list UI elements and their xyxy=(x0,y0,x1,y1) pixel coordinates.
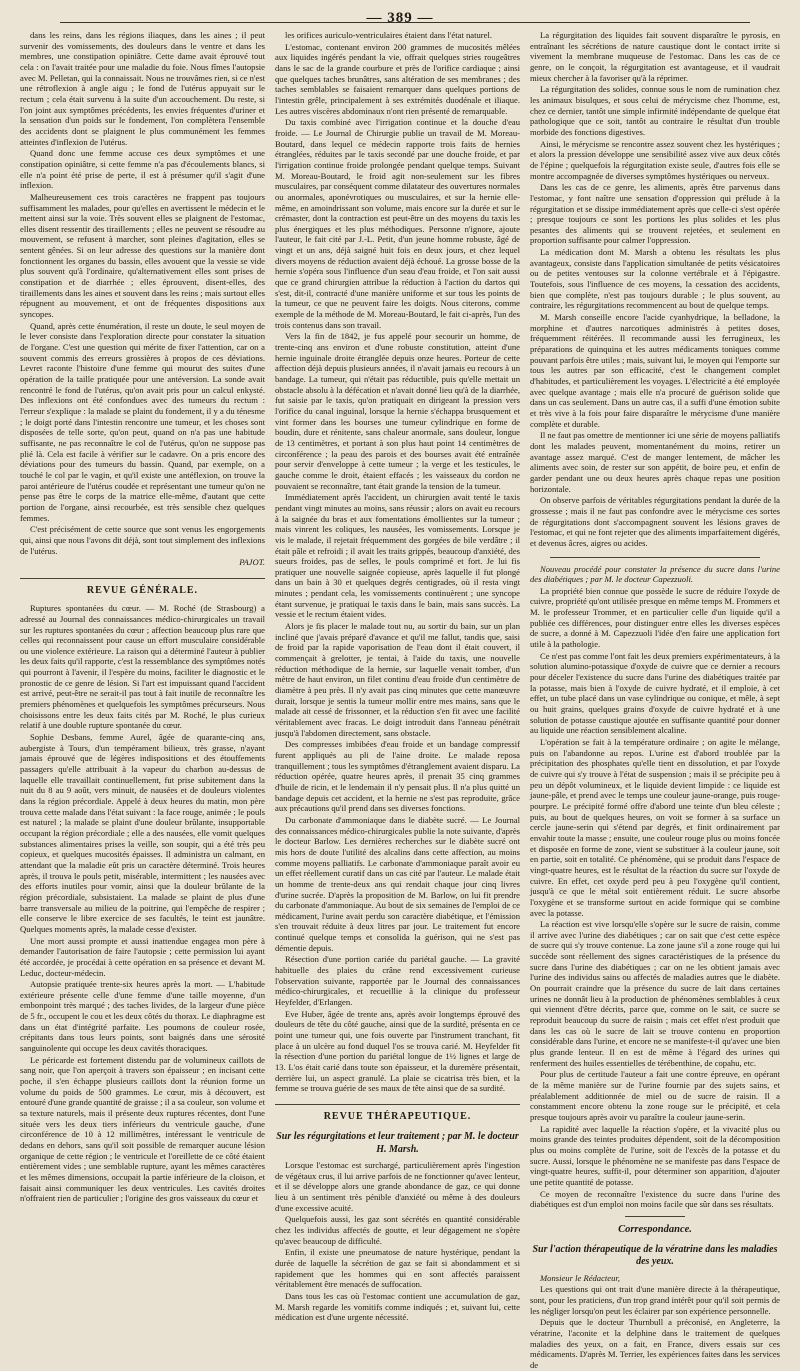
divider xyxy=(625,1216,685,1217)
section-heading-revue-generale: REVUE GÉNÉRALE. xyxy=(20,578,265,597)
paragraph: Ce n'est pas comme l'ont fait les deux premiers expérimentateurs, à la solution alumino-potassique d'oxyde de cuivre que ce dernier a recours pour déceler l'existence du sucre dans l'urine des diabétiques traitée par la potasse, mais bien à l'oxyde de cuivre hydraté, et il emploie, à cet effet, un tube placé dans un vase cylindrique ou conique, et mêle, à sept ou huit grains, quelques grains d'oxyde de cuivre hydraté et à une solution de potasse caustique ajoutée en suffisante quantité pour donner au liquide une réaction sensiblement alcaline. xyxy=(530,650,780,736)
paragraph: C'est précisément de cette source que sont venus les engorgements qui, ainsi que nous l'avons dit déjà, sont tout simplement des inflexions de l'utérus. xyxy=(20,524,265,556)
paragraph: Autopsie pratiquée trente-six heures après la mort. — L'habitude extérieure présente celle d'une femme d'une taille moyenne, d'un embonpoint très marqué ; des taches livides, de la largeur d'une pièce de 5 fr., occupent le cou et les deux côtés du thorax. Le diaphragme est dans un état d'intégrité parfaite. Les poumons de couleur rosée, crépitants dans tous leurs points, sont baignés dans une sérosité sanguinolente qui occupe les deux cavités thoraciques. xyxy=(20,979,265,1054)
paragraph: Sophie Desbans, femme Aurel, âgée de quarante-cinq ans, aubergiste à Tours, d'un tempérament bilieux, très grasse, n'ayant jamais éprouvé que de légères indispositions et des étouffements passagers qu'elle attribuait à la vapeur du charbon au-dessus de laquelle elle travaillait continuellement, fut prise subitement dans la nuit du 8 au 9 août, vers minuit, de nausées et de douleurs violentes dans la région précordiale. Appelé à deux heures du matin, mon père trouva cette malade dans l'état suivant : la face rouge, animée ; le pouls est naturel ; la malade se plaint d'une douleur brûlante, insupportable occupant la région précordiale ; elle a des nausées, elle vomit quelques substances alimentaires prises la veille, son soupir, qui a été très peu copieux, et quelques mucosités épaisses. Il administra un calmant, en attendant que la maladie eût pris un caractère déterminé. Trois heures après, il trouva le pouls petit, misérable, intermittent ; les nausées avec des efforts inutiles pour vomir, ainsi que la douleur brûlante de la région précordiale, subsistaient. La malade se plaint de plus d'une barre transversale au milieu de la poitrine, qui l'empêche de respirer ; elle conserve le libre exercice de ses facultés, le teint est jaunâtre. Quelques moments après, la malade cesse d'exister. xyxy=(20,732,265,934)
paragraph: Le péricarde est fortement distendu par de volumineux caillots de sang noir, que l'on aperçoit à travers son épaisseur ; en incisant cette poche, il s'en échappe plusieurs caillots dont la réunion forme un volume du poids de 500 grammes. Le cœur, mis à découvert, est entouré d'une grande quantité de graisse ; il a sa couleur, son volume et sa texture naturels, mais il présente deux ruptures récentes, dont l'une située vers les deux tiers inférieurs du ventricule gauche, d'une circonférence de 10 à 12 millimètres, intéressant le ventricule de dedans en dehors, sans qu'il soit possible de remarquer aucune lésion organique de cette région ; le ventricule et l'oreillette de ce côté étaient entièrement vides ; une semblable rupture, ayant les mêmes caractères et les mêmes dimensions, occupait la partie inférieure de la cloison, et faisait ainsi communiquer les deux ventricules. Les cavités droites n'offraient rien de particulier ; l'origine des gros vaisseaux du cœur et xyxy=(20,1054,265,1204)
paragraph: M. Marsh conseille encore l'acide cyanhydrique, la belladone, la morphine et d'autres narcotiques administrés à petites doses, fréquemment réitérées. Il recommande aussi les ferrugineux, les préparations de quinquina et les autres médicaments toniques comme pouvant parfois être utiles ; mais, suivant lui, le moyen qui l'emporte sur tous les autres par son efficacité, c'est le changement complet d'habitudes, et particulièrement les voyages. L'électricité a été employée avec quelque avantage ; mais elle n'a procuré de guérison solide que dans un cas seulement. Dans un autre cas, il a suffi d'une émotion subite et très vive à la fois pour faire disparaître le mérycisme d'une manière complète et durable. xyxy=(530,312,780,429)
paragraph: Des compresses imbibées d'eau froide et un bandage compressif furent appliqués au pli de l'aine droite. Le malade reposa tranquillement ; tous les symptômes d'étranglement avaient disparu. La réduction opérée, quatre heures après, il prenait 35 cinq grammes d'huile de ricin, et le lendemain il n'y pensait plus. Il n'a plus quitté un bandage depuis cet accident, et la hernie ne s'est pas reproduite, grâce aux précautions qu'il prend dans ses diverses fonctions. xyxy=(275,739,520,814)
header-rule xyxy=(60,22,750,23)
paragraph: La régurgitation des liquides fait souvent disparaître le pyrosis, en entraînant les sécrétions de nature caustique dont le contact irrite si vivement la membrane muqueuse de l'estomac. Dans les cas de ce genre, on le conçoit, la régurgitation est avantageuse, et il vaudrait mieux chercher à la favoriser qu'à la réprimer. xyxy=(530,30,780,83)
divider xyxy=(550,557,760,558)
column-2 xyxy=(275,30,520,1323)
column-1 xyxy=(20,30,265,1204)
paragraph: dans les reins, dans les régions iliaques, dans les aines ; il peut survenir des vomissements, des douleurs dans le ventre et dans les membres, une constipation opiniâtre. Cette dame avait éprouvé tout cela : on l'avait traitée pour une maladie du foie. Nous fîmes l'autopsie avec M. Pelletan, qui la connaissait. Nous ne trouvâmes rien, si ce n'est une rétroflexion à angle aigu ; le fond de l'utérus appuyait sur le rectum ; cela était survenu à la suite d'un accouchement. Du reste, si l'on joint aux symptômes précédents, les envies fréquentes d'uriner et la sensation d'un poids sur le fondement, l'on complètera l'ensemble des accidents dont se plaignent le plus communément les femmes atteintes d'inflexion de l'utérus. xyxy=(20,30,265,147)
article-title: Nouveau procédé pour constater la présence du sucre dans l'urine des diabétiques ; par M. le docteur Capezzuoli. xyxy=(530,563,780,585)
paragraph: Les questions qui ont trait d'une manière directe à la thérapeutique, sont, pour les praticiens, d'un trop grand intérêt pour qu'il soit permis de les négliger lorsqu'on peut les éclairer par son expérience personnelle. xyxy=(530,1284,780,1316)
paragraph: Alors je fis placer le malade tout nu, au sortir du bain, sur un plan incliné que j'avais préparé d'avance et qu'il me fallut, tandis que, saisi de froid par la rapide vaporisation de l'eau dont il était couvert, il commençait à grelotter, je tentai, à l'aide du taxis, une nouvelle réduction méthodique de la hernie, sur laquelle venait tomber, d'un mètre de haut environ, un filet continu d'eau froide d'un centimètre de diamètre à peu près. Il n'y avait pas cinq minutes que cette manœuvre durait, lorsque je sentis la tumeur mollir entre mes mains, sans que le malade ait cessé de frissonner, et la réduction s'en fit avec une facilité véritablement avec fracas. Le doigt introduit dans l'anneau pénétrait jusqu'à l'abdomen directement, sans obstacle. xyxy=(275,621,520,738)
paragraph: On observe parfois de véritables régurgitations pendant la durée de la grossesse ; mais il ne faut pas confondre avec le mérycisme ces sortes de régurgitations dont s'accompagnent souvent les lésions graves de l'estomac, et qui ne font rejeter que des aliments imparfaitement digérés, et devenus âcres, aigres ou acides. xyxy=(530,495,780,548)
paragraph: La rapidité avec laquelle la réaction s'opère, et la vivacité plus ou moins grande des teintes produites dépendent, soit de la décomposition plus ou moins complète de l'urine, soit de l'excès de la potasse et du sucre. Aussi, lorsque le phénomène ne se manifeste pas dans l'espace de vingt-quatre heures, suffit-il, pour déterminer son apparition, d'ajouter une petite quantité de potasse. xyxy=(530,1123,780,1187)
paragraph: Ce moyen de reconnaître l'existence du sucre dans l'urine des diabétiques est d'un emploi non moins facile que sûr dans ses résultats. xyxy=(530,1188,780,1210)
paragraph: Eve Huber, âgée de trente ans, après avoir longtemps éprouvé des douleurs de tête du côté gauche, ainsi que de la surdité, présenta en ce point une tumeur qui, une fois ouverte par l'instrument tranchant, fit place à un ulcère au fond duquel l'os se trouva carié. M. Heyfelder fit la résection d'une portion du pariétal longue de 1½ lignes et large de 13. L'os était carié dans toute son épaisseur, et la duremère présentait, derrière lui, un aspect granulé. La plaie se cicatrisa très bien, et la femme se trouva guérie de ses maux de tête ainsi que de sa surdité. xyxy=(275,1008,520,1094)
paragraph: Une mort aussi prompte et aussi inattendue engagea mon père à demander l'autorisation de faire l'autopsie ; cette permission lui ayant été accordée, je procédai à cette opération en sa présence et devant M. Leduc, docteur-médecin. xyxy=(20,935,265,978)
paragraph: Malheureusement ces trois caractères ne frappent pas toujours suffisamment les malades, pour qu'elles en avertissent le médecin et le mettent ainsi sur la voie. Très souvent elles se plaignent de l'estomac, elles disent ressentir des tiraillements ; elles ne peuvent se résoudre au mouvement, se refusent à marcher, sont pleines d'agitation, elles se sentent gênées. Si on leur adresse des questions sur la manière dont fonctionnent les organes du bassin, elles avouent que la vessie se vide plus souvent qu'à l'ordinaire, qu'alternativement elles sont prises de constipation et de diarrhée ; elles éprouvent, disent-elles, des tiraillements dans les aines et souvent dans les reins ; mais surtout elles répugnent au mouvement, et ont de fréquentes dispositions aux syncopes. xyxy=(20,191,265,320)
paragraph: Depuis que le docteur Thurnbull a préconisé, en Angleterre, la vératrine, l'aconite et la delphine dans le traitement de quelques maladies des yeux, on a fait, en France, divers essais sur ces médicaments. D'après M. Terrier, les expériences faites dans les services de xyxy=(530,1317,780,1370)
article-title: Sur les régurgitations et leur traitement ; par M. le docteur H. Marsh. xyxy=(276,1131,519,1155)
column-3 xyxy=(530,30,780,1370)
paragraph: les orifices auriculo-ventriculaires étaient dans l'état naturel. xyxy=(285,30,492,40)
paragraph: La propriété bien connue que possède le sucre de réduire l'oxyde de cuivre, propriété qu'ont utilisée presque en même temps M. Frommers et M. le professeur Trommer, et en particulier celle d'un liquide qu'il a publiée ces différences, pour distinguer entre elles les diverses espèces de sucre, a donné à M. Capezzuoli l'idée d'en faire une application fort utile à la pathologie. xyxy=(530,585,780,650)
paragraph: Du taxis combiné avec l'irrigation continue et la douche d'eau froide. — Le Journal de Chirurgie publie un travail de M. Moreau-Boutard, dans lequel ce médecin rapporte trois faits de hernies étranglées, réduites par le taxis secondé par une douche froide, et par l'irrigation continue froide prolongée pendant quelque temps. Suivant M. Moreau-Boutard, le froid agit non-seulement sur les fibres musculaires, par conséquent comme dilatateur des ouvertures normales ou anormales, aponévrotiques ou musculaires, et sur la hernie elle-même, en amoindrissant son volume, mais encore sur la durée et sur le crémaster, dont la contraction est peut-être un des moyens du taxis les plus énergiques et les plus méthodiques. Personne n'ignore, ajoute l'auteur, le fait cité par J.-L. Petit, d'un jeune homme robuste, âgé de vingt et un ans, déjà saigné huit fois en deux jours, et chez lequel divers moyens de réduction avaient déjà échoué. La grosse bosse de la hernie s'opéra sous l'influence d'un seau d'eau froide, et l'on sait aussi que ce grand chirurgien attribue la réduction à l'action du dartos qui s'est, dit-il, contracté d'une manière uniforme et sur tous les points de la tumeur, ce que ne peuvent faire les doigts. Nous citerons, comme exemple de la méthode de M. Moreau-Boutard, le fait ci-après, l'un des trois contenus dans son travail. xyxy=(275,117,520,330)
paragraph: L'opération se fait à la température ordinaire ; on agite le mélange, puis on l'abandonne au repos. L'urine est d'abord troublée par la précipitation des phosphates qu'elle tient en dissolution, et par l'oxyde de cuivre qui s'y trouve à l'état de suspension ; mais il se précipite peu à peu un dépôt volumineux, et le liquide devient limpide : ce liquide est jaune-pâle, et prend avec le temps une couleur jaune-orange, puis rouge-pourpre. Le précipité formé offre d'abord une teinte d'un bleu céleste ; puis, au bout de quelques heures, on voit se former à sa surface un cercle jaune-serin qui s'étend par degrés, et finit ordinairement par envahir toute la masse ; ensuite, une couleur rouge plus ou moins foncée et disposée en forme de zone, vient se substituer à la couleur jaune, soit en partie, soit en totalité. Ce phénomène, qui se produit dans l'espace de vingt-quatre heures, est le résultat de la réaction du sucre sur l'oxyde de cuivre. En effet, cet oxyde perd peu à peu l'oxygène qu'il contient, jusqu'à ce que le métal soit entièrement réduit. Le sucre absorbe l'oxygène et se transforme surtout en acide formique qui se combine avec la potasse. xyxy=(530,737,780,918)
section-heading-revue-therapeutique: REVUE THÉRAPEUTIQUE. xyxy=(275,1104,520,1123)
paragraph: Dans les cas de ce genre, les aliments, après être parvenus dans l'estomac, y font naître une sensation d'oppression qui prélude à la régurgitation et se dissipe immédiatement après que celle-ci s'est opérée ; presque toujours ce sont les portions les plus solides et les plus pesantes des aliments qui se trouvent rejetées, et seulement en proportion suffisante pour calmer l'oppression. xyxy=(530,182,780,246)
paragraph: Ainsi, le mérycisme se rencontre assez souvent chez les hystériques ; et alors la pression développe une sensibilité assez vive aux deux côtés de l'épine ; quelquefois la régurgitation existe seule, d'autres fois elle se montre accompagnée de diverses symptômes hystériques ou nerveux. xyxy=(530,138,780,181)
paragraph: La régurgitation des solides, connue sous le nom de rumination chez les animaux bisulques, et sous celui de mérycisme chez l'homme, est, chez ce dernier, tantôt une simple infirmité indépendante de quelque état pathologique que ce soit, tantôt au contraire le résultat d'un trouble morbide des fonctions digestives. xyxy=(530,84,780,137)
paragraph: Résection d'une portion cariée du pariétal gauche. — La gravité habituelle des plaies du crâne rend excessivement curieuse l'observation suivante, rapportée par le Journal des connaissances médico-chirurgicales, et recueillie à la clinique du professeur Heyfelder, d'Erlangen. xyxy=(275,954,520,1008)
paragraph: Pour plus de certitude l'auteur a fait une contre épreuve, en opérant de la même manière sur de l'urine fournie par des sujets sains, et préalablement additionnée de miel ou de sucre de raisin. Il a constamment encore obtenu la zone rouge sur le précipité, et cela presque toujours après avoir vu paraître la couleur jaune-serin. xyxy=(530,1069,780,1122)
paragraph: Du carbonate d'ammoniaque dans le diabète sucré. — Le Journal des connaissances médico-chirurgicales publie la note suivante, d'après le docteur Barlow. Les dernières recherches sur le diabète sucré ont mis hors de doute l'utilité des alcalins dans cette affection, au moins comme moyens palliatifs. Le carbonate d'ammoniaque paraît avoir eu un effet réellement curatif dans un cas cité par l'auteur. Le malade était un homme de trente-deux ans qui rendait chaque jour cinq livres d'urine sucrée. D'après la proposition de M. Barlow, on lui fit prendre du carbonate d'ammoniaque. Au bout de six semaines de l'emploi de ce médicament, l'urine avait perdu son caractère diabétique, et l'émission s'en trouvait réduite à deux litres par jour. Le traitement fut encore continué quelque temps et consolida la guérison, qui ne s'est pas démentie depuis. xyxy=(275,814,520,953)
paragraph: Lorsque l'estomac est surchargé, particulièrement après l'ingestion de végétaux crus, il lui arrive parfois de ne fonctionner qu'avec lenteur, et il se développe alors une grande abondance de gaz, ce qui donne lieu à un sentiment très pénible d'anxiété ou même à des douleurs d'une excessive acuité. xyxy=(275,1160,520,1213)
paragraph: Quelquefois aussi, les gaz sont sécrétés en quantité considérable chez les individus affectés de goutte, et leur dégagement ne s'opère qu'avec beaucoup de difficulté. xyxy=(275,1214,520,1246)
paragraph: Immédiatement après l'accident, un chirurgien avait tenté le taxis pendant vingt minutes au moins, sans réussir ; alors on avait eu recours à la saignée du bras et aux fomentations émollientes sur la tumeur ; mais vinrent les coliques, les nausées, les vomissements. Lorsque je vis le malade, il rejetait fréquemment des gorgées de bile verdâtre ; il était pâle et refroidi ; il avait les traits grippés, beaucoup d'anxiété, des sueurs froides, pas de selles, le pouls comprimé et fort. Je lui fis pratiquer une nouvelle saignée copieuse, après laquelle il fut plongé dans un bain à 30 et quelques degrés centigrades, où il resta vingt minutes ; pendant cela, les vomissements continuèrent ; une syncope étant survenue, je pratiquai le taxis dans le bain, mais sans succès. La vessie et le rectum étaient vides. xyxy=(275,492,520,620)
paragraph: La médication dont M. Marsh a obtenu les résultats les plus avantageux, consiste dans l'application simultanée de petits vésicatoires ou de petites ventouses sur la colonne vertébrale et à l'épigastre. Toutefois, sous l'influence de ces moyens, la cessation des accidents, bien que complète, n'est pas toujours durable ; le plus souvent, au contraire, les régurgitations recommencent au bout de quelque temps. xyxy=(530,247,780,311)
paragraph: Enfin, il existe une pneumatose de nature hystérique, pendant la durée de laquelle la sécrétion de gaz se fait si abondamment et si rapidement que les hommes qui en sont affectés paraissent véritablement être menacés de suffocation. xyxy=(275,1247,520,1290)
paragraph: Vers la fin de 1842, je fus appelé pour secourir un homme, de trente-cinq ans environ et d'une robuste constitution, atteint d'une hernie inguinale droite étranglée depuis onze heures. Porteur de cette affection déjà depuis plusieurs années, il n'avait jamais eu recours à un bandage. La tumeur, qui n'était pas réductible, puis qu'elle mettait un obstacle absolu à la défécation et n'avait donné lieu qu'à de la diarrhée, fut saisie par le taxis, qu'on pratiquait en dirigeant la pression vers l'orifice du canal inguinal, lorsque la hernie s'échappa brusquement et vint former dans les bourses une tumeur cylindrique en forme de boudin, dure et rénitente, sans chaleur anormale, sans douleur, longue de 13 centimètres, et portant à son plus haut point 14 centimètres de circonférence ; la peau des parois et des bourses avait été entraînée pour servir d'enveloppe à cette tumeur ; la verge et les testicules, le gauche comme le droit, étaient effacés ; les vaisseaux du cordon ne pouvaient se reconnaître, tant était grande la tension de la tumeur. xyxy=(275,331,520,491)
page-number: — 389 — xyxy=(366,10,434,26)
author-signature: PAJOT. xyxy=(239,557,265,568)
paragraph: La réaction est vive lorsqu'elle s'opère sur le sucre de raisin, comme il arrive avec l'urine des diabétiques ; car on sait que c'est cette espèce de sucre qui s'y trouve contenue. La zone jaune s'il a zone rouge qui lui succède sont réellement des signes caractéristiques de la présence du sucre dans l'urine des diabétiques ; car on ne les obtient jamais avec l'urine des individus sains ou affectés de maladies autres que le diabète. On pourrait craindre que la présence du sucre de lait dans certaines urines ne donnât lieu à la production de phénomènes semblables à ceux qui viennent d'être décrits, parce que, comme on le sait, ce sucre se reproduit beaucoup du sucre de raisin ; mais cet effet n'est produit que dans les cas où le sucre de lait se trouve contenu en proportion considérable dans l'urine, et encore ne se manifeste-t-il qu'avec une bien plus grande lenteur. Il en est de même à l'égard des urines qui renferment des huiles essentielles de térébenthine, de copahu, etc. xyxy=(530,919,780,1068)
section-heading-correspondance: Correspondance. xyxy=(618,1223,692,1235)
paragraph: Quand, après cette énumération, il reste un doute, le seul moyen de le lever consiste dans l'exploration directe pour constater la situation de l'organe. C'est une question qui mérite de fixer l'attention, car on a souvent commis des erreurs grossières à propos de ces déviations. Levret raconte l'histoire d'une femme qui mourut des suites d'une opération de la taille pratiquée pour une antéversion. La sonde avait rencontré le fond de l'utérus, qu'on avait pris pour un calcul enkysté. Des inflexions ont été confondues avec des tumeurs du rectum : l'erreur s'explique : la malade se plaint du fondement, il y a du ténesme ; le doigt porté dans l'intestin rencontre une tumeur, et les choses sont disposées de telle sorte, qu'on peut, quand on n'a pas une habitude suffisante, ne pas reconnaître le col de l'utérus, qu'on ne suppose pas plié là. Cela est facile à vérifier sur le cadavre. On a pris encore des déviations pour des tumeurs du bassin. Quand, par exemple, on a touché le col par le vagin, et qu'il existe une antéflexion, on trouve la paroi antérieure de l'utérus coudée et représentant une tumeur qu'on ne pense pas être le corps de la matrice elle-même, d'autant que cette portion de l'organe, ainsi recourbée, est très sensible chez quelques femmes. xyxy=(20,320,265,523)
article-title: Sur l'action thérapeutique de la vératrine dans les maladies des yeux. xyxy=(532,1243,778,1268)
salutation: Monsieur le Rédacteur, xyxy=(540,1272,620,1283)
paragraph: Quand donc une femme accuse ces deux symptômes et une constipation opiniâtre, si cette femme n'a pas d'écoulements blancs, si elle n'a point été prise de perte, il est à présumer qu'il s'agit d'une inflexion. xyxy=(20,148,265,191)
paragraph: Dans tous les cas où l'estomac contient une accumulation de gaz, M. Marsh regarde les vomitifs comme indiqués ; et, suivant lui, cette médication est d'une urgente nécessité. xyxy=(275,1291,520,1323)
paragraph: Il ne faut pas omettre de mentionner ici une série de moyens palliatifs dont les malades peuvent, momentanément du moins, retirer un avantage assez marqué. C'est de manger lentement, de mâcher les aliments avec soin, de rester sur son appétit, de boire peu, et enfin de garder pendant une ou deux heures après chaque repas une position horizontale. xyxy=(530,430,780,494)
paragraph: L'estomac, contenant environ 200 grammes de mucosités mêlées aux liquides ingérés pendant la vie, offrait quelques stries rougeâtres dans le sac de la grande courbure et près de l'orifice cardiaque ; ainsi que quelques taches brunâtres, sans altération de ses membranes ; des taches semblables se faisaient remarquer dans quelques portions de l'intestin grêle, principalement à ses extrémités duodénale et iliaque. Les autres viscères abdominaux n'ont rien présenté de remarquable. xyxy=(275,41,520,116)
paragraph: Ruptures spontanées du cœur. — M. Roché (de Strasbourg) a adressé au Journal des connaissances médico-chirurgicales un travail sur les ruptures spontanées du cœur ; affection beaucoup plus rare que celles qui reconnaissent pour cause un effort musculaire considérable ou une violence extérieure. La raison qui a déterminé l'auteur à publier les deux faits qu'il rapporte, c'est la ressemblance des symptômes notés qui pourront à l'avenir, il l'espère du moins, faciliter le diagnostic et le pronostic de ce genre de lésion. Si l'art est impuissant quand l'accident est arrivé, peut-être ne serait-il pas tout à fait inutile de reconnaître les premiers phénomènes et quelquefois les symptômes précurseurs. Nous choisissons entre les deux faits cités par M. Roché, le plus curieux relatif à une double rupture spontanée du cœur. xyxy=(20,603,265,731)
